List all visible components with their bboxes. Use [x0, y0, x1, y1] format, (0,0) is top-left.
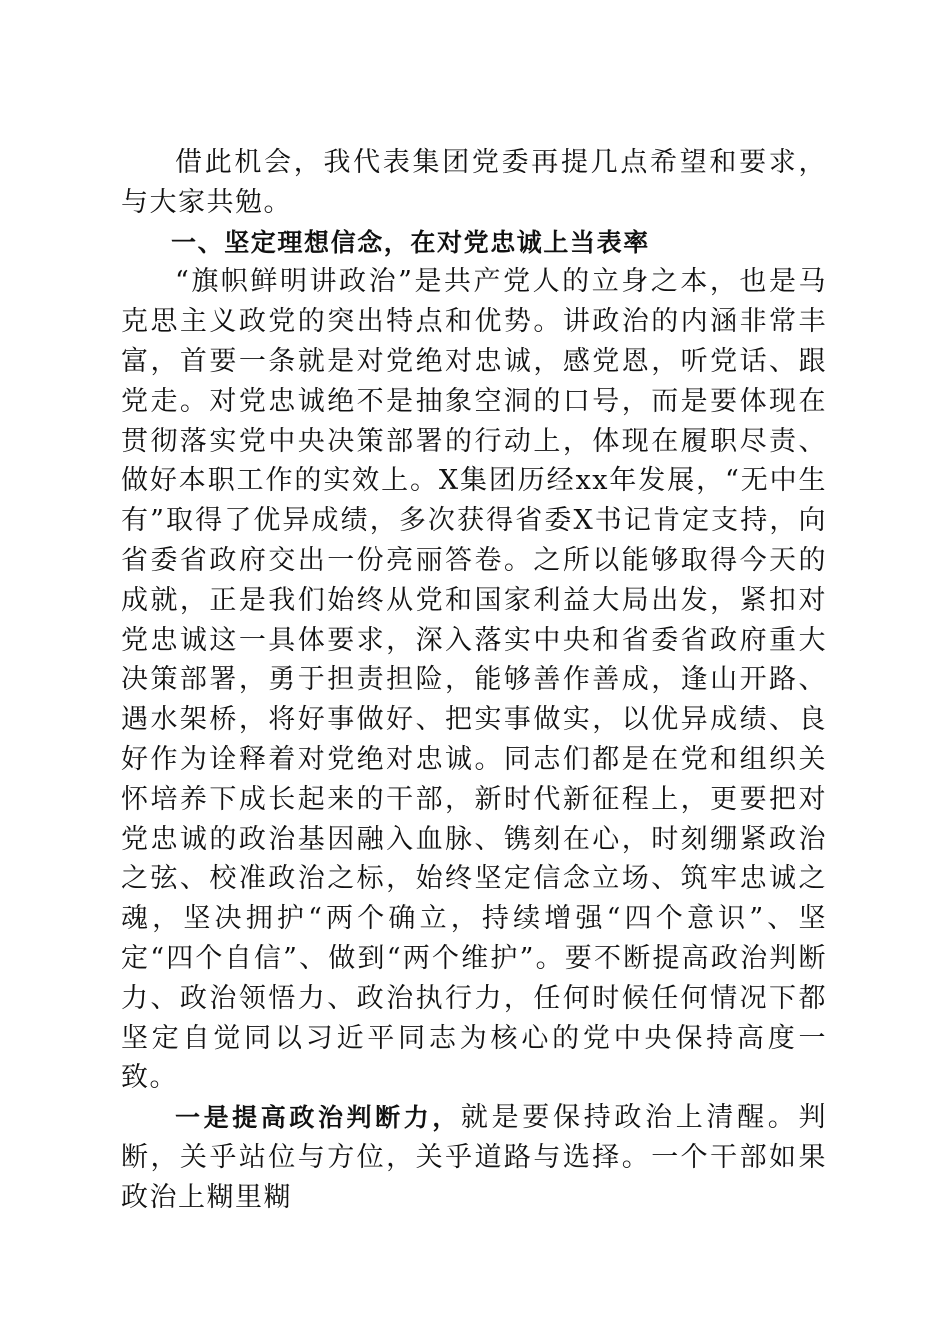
point-one-paragraph — [121, 1098, 827, 1217]
body-paragraph: “旗帜鲜明讲政治”是共产党人的立身之本，也是马克思主义政党的突出特点和优势。讲政治的内涵非常丰富，首要一条就是对党绝对忠诚，感党恩，听党话、跟党走。对党忠诚绝不是抽象空洞的口号，而是要体现在贯彻落实党中央决策部署的行动上，体现在履职尽责、做好本职工作的实效上。X集团历经xx年发展，“无中生有”取得了优异成绩，多次获得省委X书记肯定支持，向省委省政府交出一份亮丽答卷。之所以能够取得今天的成就，正是我们始终从党和国家利益大局出发，紧扣对党忠诚这一具体要求，深入落实中央和省委省政府重大决策部署，勇于担责担险，能够善作善成，逢山开路、遇水架桥，将好事做好、把实事做实，以优异成绩、良好作为诠释着对党绝对忠诚。同志们都是在党和组织关怀培养下成长起来的干部，新时代新征程上，更要把对党忠诚的政治基因融入血脉、镌刻在心，时刻绷紧政治之弦、校准政治之标，始终坚定信念立场、筑牢忠诚之魂，坚决拥护“两个确立，持续增强“四个意识”、坚定“四个自信”、做到“两个维护”。要不断提高政治判断力、政治领悟力、政治执行力，任何时候任何情况下都坚定自觉同以习近平同志为核心的党中央保持高度一致。 — [121, 266, 827, 1094]
section-heading: 一、坚定理想信念，在对党忠诚上当表率 — [171, 227, 650, 257]
document-body — [121, 143, 827, 1218]
point-one-lead: 一是提高政治判断力， — [175, 1103, 461, 1133]
point-one-text: 就是要保持政治上清醒。判断，关乎站位与方位，关乎道路与选择。一个干部如果政治上糊里糊 — [121, 1102, 827, 1213]
opening-paragraph: 借此机会，我代表集团党委再提几点希望和要求，与大家共勉。 — [121, 147, 827, 218]
